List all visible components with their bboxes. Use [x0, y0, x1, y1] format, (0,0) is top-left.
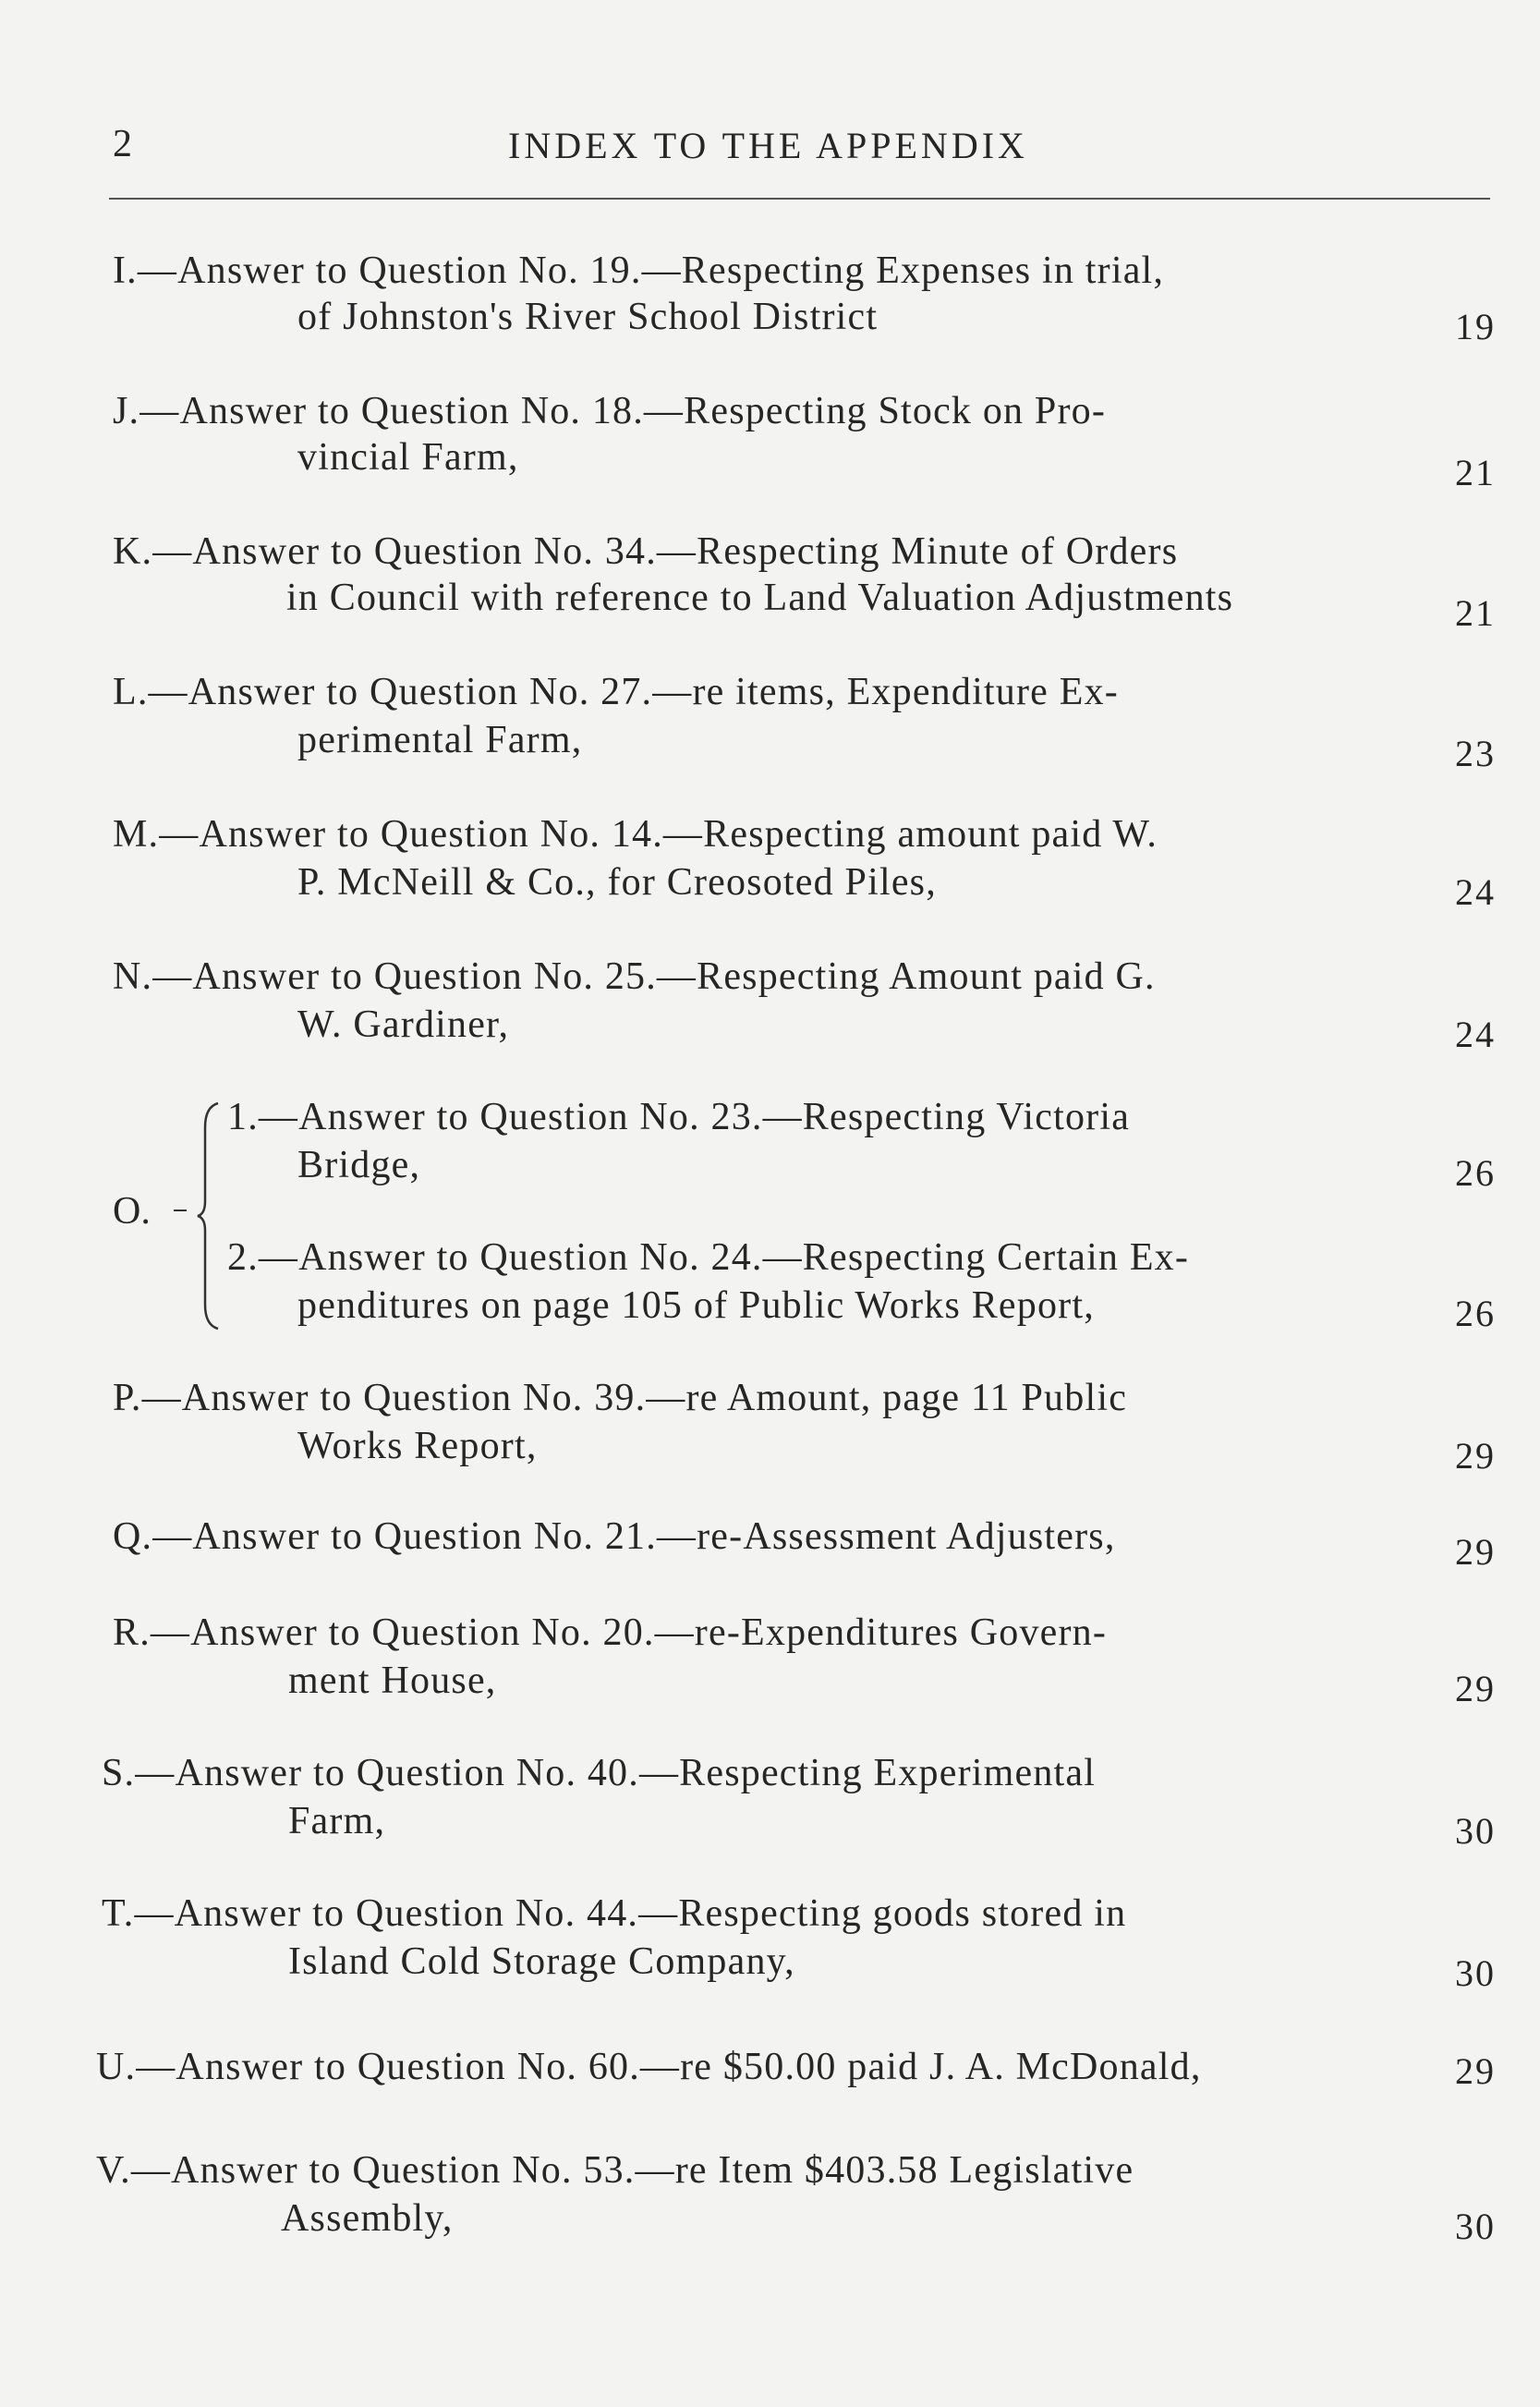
brace-icon [196, 1100, 222, 1331]
entry-page-ref: 24 [1455, 1014, 1496, 1055]
entry-line-1: L.—Answer to Question No. 27.—re items, Expenditure Ex- [113, 671, 1119, 713]
entry-page-ref: 29 [1455, 2050, 1496, 2092]
entry-line-2: Assembly, [281, 2197, 454, 2240]
running-head: INDEX TO THE APPENDIX [508, 125, 1028, 166]
entry-page-ref: 30 [1455, 1810, 1496, 1852]
entry-line-2: W. Gardiner, [297, 1003, 510, 1046]
entry-line-1: P.—Answer to Question No. 39.—re Amount, page 11 Public [113, 1377, 1128, 1419]
entry-line-1: J.—Answer to Question No. 18.—Respecting Stock on Pro- [113, 390, 1107, 432]
entry-line-2: Bridge, [297, 1144, 421, 1186]
dash-divider [174, 1210, 187, 1211]
entry-line-1: 2.—Answer to Question No. 24.—Respecting Certain Ex- [227, 1236, 1190, 1279]
entry-page-ref: 29 [1455, 1531, 1496, 1573]
entry-line-1: U.—Answer to Question No. 60.—re $50.00 paid J. A. McDonald, [96, 2046, 1202, 2088]
entry-page-ref: 30 [1455, 2206, 1496, 2247]
entry-line-2: vincial Farm, [297, 436, 519, 479]
page-number: 2 [113, 123, 133, 165]
entry-line-2: Works Report, [297, 1425, 538, 1467]
entry-line-1: Q.—Answer to Question No. 21.—re-Assessment Adjusters, [113, 1515, 1116, 1558]
entry-page-ref: 26 [1455, 1293, 1496, 1334]
entry-line-1: N.—Answer to Question No. 25.—Respecting Amount paid G. [113, 955, 1156, 998]
entry-line-1: K.—Answer to Question No. 34.—Respecting Minute of Orders [113, 530, 1179, 573]
entry-line-2: of Johnston's River School District [297, 296, 879, 338]
entry-page-ref: 29 [1455, 1668, 1496, 1709]
entry-line-1: S.—Answer to Question No. 40.—Respecting Experimental [102, 1752, 1097, 1794]
entry-page-ref: 23 [1455, 733, 1496, 774]
entry-line-2: Island Cold Storage Company, [288, 1940, 795, 1983]
entry-line-2: in Council with reference to Land Valuation Adjustments [286, 577, 1234, 619]
entry-line-2: Farm, [288, 1800, 386, 1842]
entry-line-1: M.—Answer to Question No. 14.—Respecting amount paid W. [113, 813, 1158, 856]
entry-page-ref: 21 [1455, 592, 1496, 634]
entry-line-2: ment House, [288, 1659, 497, 1702]
entry-line-2: perimental Farm, [297, 719, 583, 761]
entry-line-1: V.—Answer to Question No. 53.—re Item $403.58 Legislative [96, 2149, 1134, 2192]
entry-page-ref: 19 [1455, 306, 1496, 347]
entry-line-2: P. McNeill & Co., for Creosoted Piles, [297, 861, 937, 904]
entry-page-ref: 26 [1455, 1152, 1496, 1194]
entry-letter: O. [113, 1190, 151, 1233]
entry-page-ref: 30 [1455, 1952, 1496, 1994]
entry-line-1: R.—Answer to Question No. 20.—re-Expenditures Govern- [113, 1611, 1108, 1654]
entry-line-1: 1.—Answer to Question No. 23.—Respecting Victoria [227, 1096, 1131, 1138]
entry-page-ref: 29 [1455, 1435, 1496, 1477]
entry-line-1: T.—Answer to Question No. 44.—Respecting goods stored in [102, 1892, 1127, 1935]
entry-line-2: penditures on page 105 of Public Works Report, [297, 1284, 1095, 1327]
entry-page-ref: 24 [1455, 871, 1496, 913]
entry-line-1: I.—Answer to Question No. 19.—Respecting Expenses in trial, [113, 249, 1165, 292]
entry-page-ref: 21 [1455, 452, 1496, 493]
